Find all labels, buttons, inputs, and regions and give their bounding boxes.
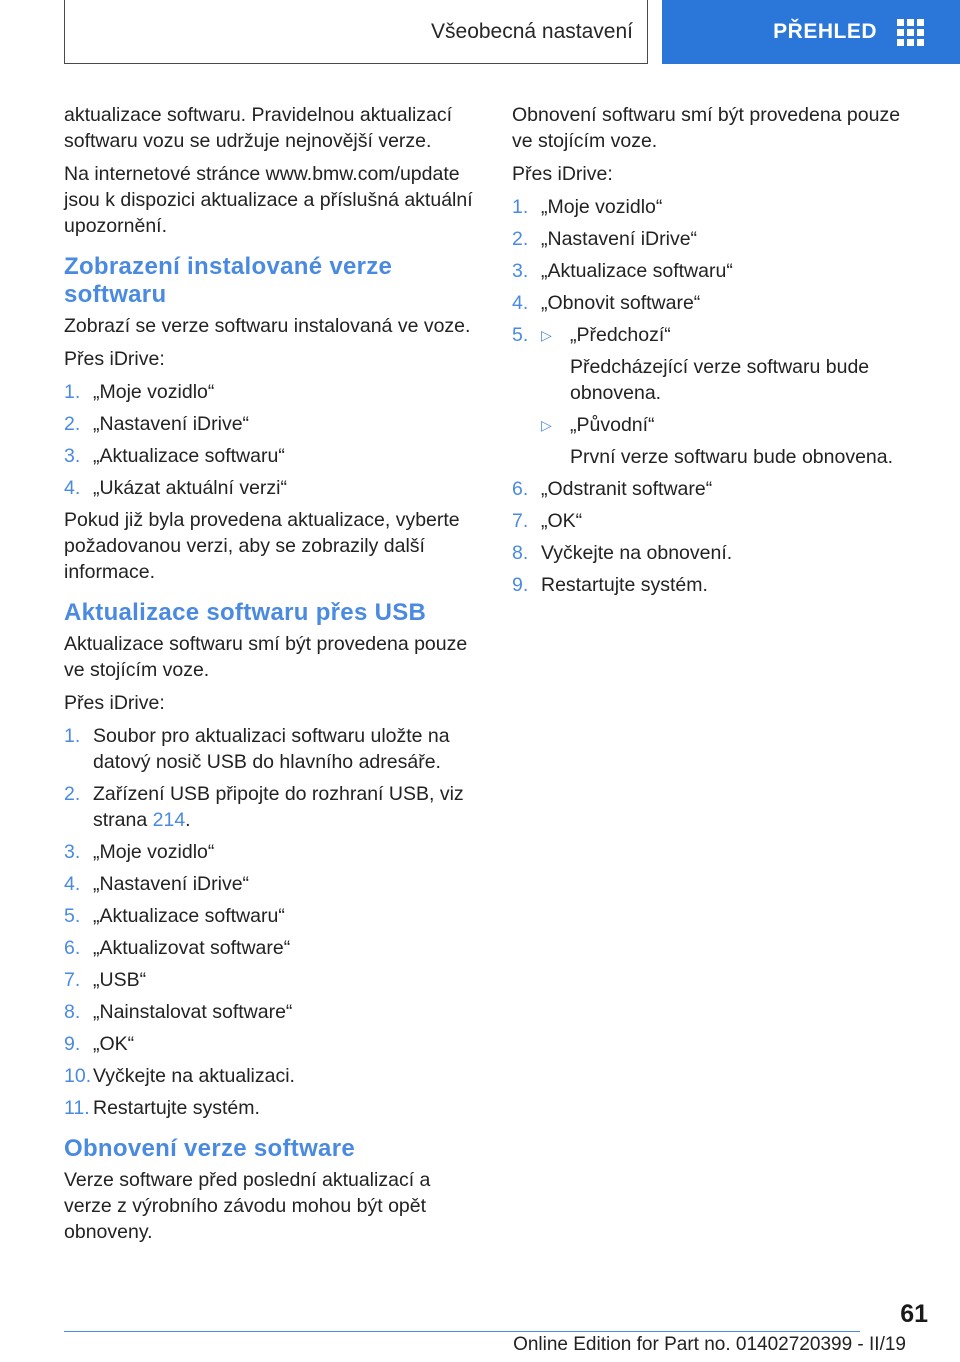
- page-reference-link[interactable]: 214: [152, 809, 186, 831]
- step-number: 3.: [64, 841, 81, 863]
- step-number: 1.: [64, 725, 81, 747]
- section-title: Všeobecná nastavení: [431, 19, 633, 43]
- list-item: [512, 508, 916, 534]
- list-item: [64, 935, 478, 961]
- step-number: 4.: [64, 873, 81, 895]
- show-version-via: Přes iDrive:: [64, 348, 165, 370]
- restore-via: Přes iDrive:: [512, 163, 613, 185]
- step-text: „Odstranit software“: [541, 478, 713, 500]
- triangle-bullet-icon: ▷: [541, 417, 552, 433]
- step-number: 3.: [64, 445, 81, 467]
- list-item: [512, 290, 916, 316]
- heading-show-version: Zobrazení instalované verze softwaru: [64, 253, 393, 308]
- step-text: Vyčkejte na obnovení.: [541, 542, 733, 564]
- option-previous: [541, 322, 916, 348]
- step-number: 2.: [64, 413, 81, 435]
- list-item: [64, 871, 478, 897]
- step-number: 1.: [512, 196, 529, 218]
- usb-update-steps: [64, 723, 478, 1121]
- intro-paragraph-2: Na internetové stránce www.bmw.com/update jsou k dispozici aktualizace a příslušná aktuální upozornění.: [64, 163, 473, 237]
- list-item: [64, 443, 478, 469]
- restore-desc: Verze software před poslední aktualizací a verze z výrobního závodu mohou být opět obnoveny.: [64, 1169, 431, 1243]
- step-text: Restartujte systém.: [541, 574, 708, 596]
- list-item: [64, 999, 478, 1025]
- step-options: [541, 322, 916, 470]
- step-text: Vyčkejte na aktualizaci.: [93, 1065, 295, 1087]
- list-item: [64, 411, 478, 437]
- page-number: 61: [900, 1300, 928, 1328]
- list-item: [64, 903, 478, 929]
- step-text: „Aktualizovat software“: [93, 937, 291, 959]
- step-2-suffix: .: [185, 809, 191, 831]
- step-number: 1.: [64, 381, 81, 403]
- step-number: 11.: [64, 1097, 90, 1119]
- step-text: „Moje vozidlo“: [93, 841, 215, 863]
- step-text: „USB“: [93, 969, 147, 991]
- show-version-steps: [64, 379, 478, 501]
- step-number: 6.: [64, 937, 81, 959]
- step-text: [93, 781, 478, 833]
- step-number: 4.: [64, 477, 81, 499]
- step-number: 10.: [64, 1065, 92, 1087]
- list-item: [64, 967, 478, 993]
- step-number: 9.: [512, 574, 529, 596]
- step-2-text: Zařízení USB připojte do rozhraní USB, viz strana: [93, 783, 464, 831]
- option-original: [541, 412, 916, 438]
- step-text: Soubor pro aktualizaci softwaru uložte na datový nosič USB do hlavního adresáře.: [93, 725, 450, 773]
- step-number: 7.: [512, 510, 529, 532]
- step-text: „Moje vozidlo“: [541, 196, 663, 218]
- step-text: „Nastavení iDrive“: [93, 873, 250, 895]
- step-number: 9.: [64, 1033, 81, 1055]
- show-version-note: Pokud již byla provedena aktualizace, vyberte požadovanou verzi, aby se zobrazily další informace.: [64, 509, 460, 583]
- heading-restore: Obnovení verze software: [64, 1135, 355, 1162]
- step-number: 7.: [64, 969, 81, 991]
- list-item: [512, 226, 916, 252]
- step-text: „Nastavení iDrive“: [93, 413, 250, 435]
- restore-intro: Obnovení softwaru smí být provedena pouze ve stojícím voze.: [512, 104, 901, 152]
- footer-edition: Online Edition for Part no. 01402720399 - II/19: [513, 1334, 906, 1355]
- overview-button-label: PŘEHLED: [773, 20, 877, 43]
- step-text: Restartujte systém.: [93, 1097, 260, 1119]
- step-number: 3.: [512, 260, 529, 282]
- list-item: [512, 322, 916, 470]
- left-column: [64, 102, 478, 1252]
- list-item: [512, 476, 916, 502]
- step-number: 6.: [512, 478, 529, 500]
- step-number: 2.: [512, 228, 529, 250]
- restore-steps: [512, 194, 916, 598]
- step-text: „Aktualizace softwaru“: [541, 260, 733, 282]
- list-item: [512, 258, 916, 284]
- step-text: „OK“: [541, 510, 583, 532]
- option-description: Předcházející verze softwaru bude obnovena.: [570, 356, 870, 404]
- step-number: 2.: [64, 783, 81, 805]
- usb-update-desc: Aktualizace softwaru smí být provedena pouze ve stojícím voze.: [64, 633, 468, 681]
- list-item: [512, 572, 916, 598]
- step-number: 4.: [512, 292, 529, 314]
- intro-paragraph-1: aktualizace softwaru. Pravidelnou aktualizací softwaru vozu se udržuje nejnovější verze.: [64, 104, 453, 152]
- section-title-tab: [64, 0, 648, 64]
- step-number: 5.: [512, 324, 529, 346]
- show-version-desc: Zobrazí se verze softwaru instalovaná ve voze.: [64, 315, 471, 337]
- step-text: „OK“: [93, 1033, 135, 1055]
- list-item: [64, 475, 478, 501]
- right-column: [512, 102, 916, 604]
- list-item: [64, 1063, 478, 1089]
- list-item: [64, 781, 478, 833]
- grid-icon: [897, 19, 924, 46]
- list-item: [64, 1031, 478, 1057]
- option-label: „Předchozí“: [570, 324, 671, 346]
- list-item: [64, 839, 478, 865]
- overview-button[interactable]: [662, 0, 960, 64]
- page-header: [0, 0, 960, 66]
- usb-update-via: Přes iDrive:: [64, 692, 165, 714]
- footer-divider: [64, 1331, 860, 1332]
- step-text: „Moje vozidlo“: [93, 381, 215, 403]
- triangle-bullet-icon: ▷: [541, 327, 552, 343]
- list-item: [512, 540, 916, 566]
- step-number: 5.: [64, 905, 81, 927]
- step-text: „Ukázat aktuální verzi“: [93, 477, 287, 499]
- list-item: [64, 723, 478, 775]
- heading-usb-update: Aktualizace softwaru přes USB: [64, 599, 427, 626]
- step-number: 8.: [64, 1001, 81, 1023]
- option-label: „Původní“: [570, 414, 655, 436]
- step-text: „Nastavení iDrive“: [541, 228, 698, 250]
- option-description: První verze softwaru bude obnovena.: [570, 446, 894, 468]
- step-text: „Obnovit software“: [541, 292, 701, 314]
- step-text: „Aktualizace softwaru“: [93, 445, 285, 467]
- list-item: [512, 194, 916, 220]
- step-text: „Nainstalovat software“: [93, 1001, 293, 1023]
- step-number: 8.: [512, 542, 529, 564]
- step-text: „Aktualizace softwaru“: [93, 905, 285, 927]
- list-item: [64, 379, 478, 405]
- list-item: [64, 1095, 478, 1121]
